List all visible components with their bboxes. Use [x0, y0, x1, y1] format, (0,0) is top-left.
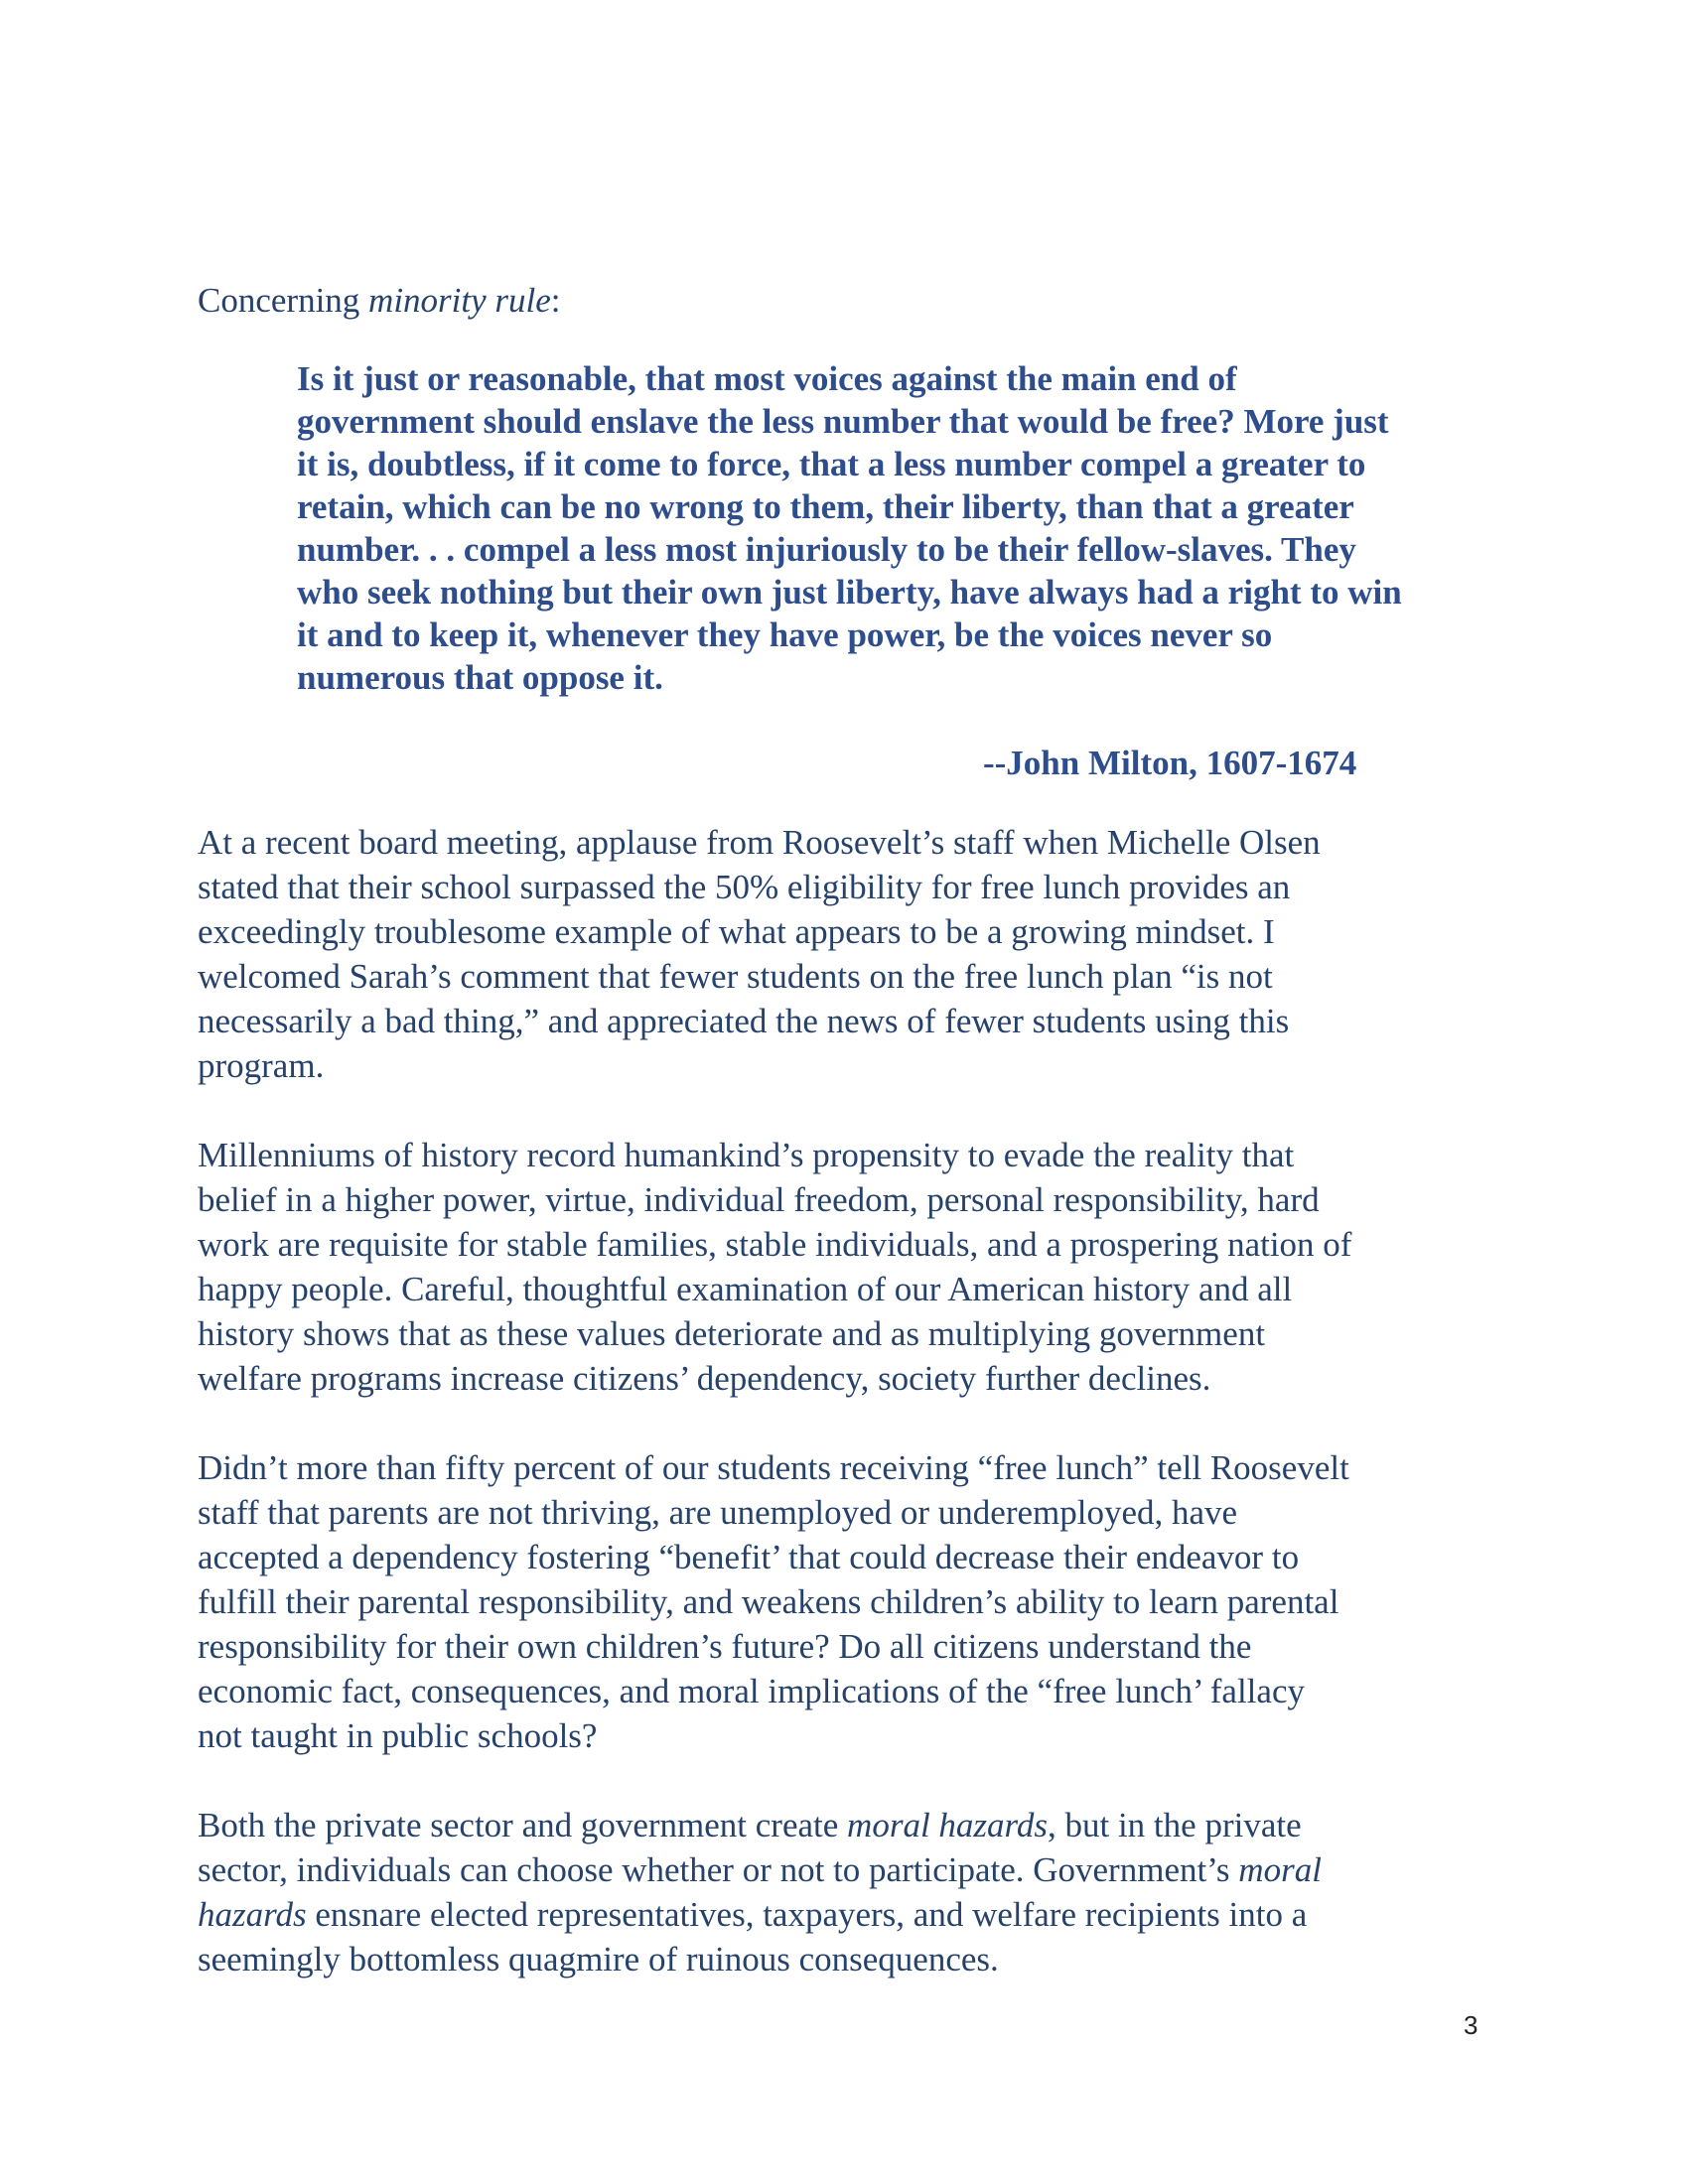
paragraph-line: necessarily a bad thing,” and appreciated the news of fewer students using this: [198, 1002, 1290, 1040]
quote-line: Is it just or reasonable, that most voices against the main end of: [297, 359, 1237, 398]
paragraph-line: [198, 1803, 1498, 1847]
paragraph-free-lunch: [198, 1445, 1498, 1758]
paragraph-line: work are requisite for stable families, stable individuals, and a prospering nation of: [198, 1225, 1352, 1264]
quote-line: it and to keep it, whenever they have power, be the voices never so: [297, 615, 1273, 654]
quote-line: government should enslave the less number that would be free? More just: [297, 402, 1389, 441]
text-run: ensnare elected representatives, taxpayers, and welfare recipients into a: [306, 1895, 1308, 1934]
paragraph-line: accepted a dependency fostering “benefit’ that could decrease their endeavor to: [198, 1538, 1300, 1576]
paragraph-line: stated that their school surpassed the 50% eligibility for free lunch provides an: [198, 868, 1291, 906]
intro-prefix: Concerning: [198, 281, 369, 320]
quote-line: who seek nothing but their own just liberty, have always had a right to win: [297, 573, 1402, 612]
paragraph-line: history shows that as these values deteriorate and as multiplying government: [198, 1314, 1266, 1353]
paragraph-line: happy people. Careful, thoughtful examination of our American history and all: [198, 1270, 1293, 1308]
page-number: 3: [1464, 2010, 1478, 2040]
text-run: Both the private sector and government create: [198, 1806, 848, 1844]
paragraph-line: [198, 1892, 1498, 1937]
paragraph-moral-hazards: [198, 1803, 1498, 1981]
paragraph-line: staff that parents are not thriving, are unemployed or underemployed, have: [198, 1493, 1238, 1532]
block-quote: [297, 357, 1493, 699]
paragraph-board-meeting: [198, 820, 1498, 1088]
paragraph-line: welcomed Sarah’s comment that fewer students on the free lunch plan “is not: [198, 957, 1273, 996]
paragraph-history: [198, 1133, 1498, 1401]
quote-line: retain, which can be no wrong to them, their liberty, than that a greater: [297, 487, 1354, 526]
emphasis-run: moral: [1238, 1850, 1322, 1889]
paragraph-line: not taught in public schools?: [198, 1716, 598, 1755]
intro-emphasis: minority rule: [368, 281, 551, 320]
emphasis-run: hazards: [198, 1895, 307, 1934]
paragraph-line: program.: [198, 1046, 325, 1085]
quote-line: number. . . compel a less most injuriously to be their fellow-slaves. They: [297, 530, 1356, 569]
paragraph-line: belief in a higher power, virtue, individual freedom, personal responsibility, hard: [198, 1180, 1320, 1219]
text-run: , but in the private: [1047, 1806, 1302, 1844]
emphasis-run: moral hazards: [847, 1806, 1048, 1844]
paragraph-line: fulfill their parental responsibility, and weakens children’s ability to learn parental: [198, 1582, 1339, 1621]
quote-line: it is, doubtless, if it come to force, that a less number compel a greater to: [297, 445, 1366, 483]
paragraph-line: Millenniums of history record humankind’s propensity to evade the reality that: [198, 1136, 1295, 1174]
paragraph-line: Didn’t more than fifty percent of our students receiving “free lunch” tell Roosevelt: [198, 1448, 1349, 1487]
quote-attribution: --John Milton, 1607-1674: [983, 744, 1357, 782]
paragraph-line: economic fact, consequences, and moral implications of the “free lunch’ fallacy: [198, 1672, 1305, 1710]
paragraph-line: welfare programs increase citizens’ dependency, society further declines.: [198, 1359, 1211, 1398]
intro-suffix: :: [550, 281, 561, 320]
paragraph-line: seemingly bottomless quagmire of ruinous consequences.: [198, 1940, 999, 1979]
intro-line: [198, 278, 1488, 323]
paragraph-line: [198, 1847, 1498, 1892]
text-run: sector, individuals can choose whether or not to participate. Government’s: [198, 1850, 1239, 1889]
paragraph-line: At a recent board meeting, applause from Roosevelt’s staff when Michelle Olsen: [198, 823, 1321, 862]
paragraph-line: responsibility for their own children’s future? Do all citizens understand the: [198, 1627, 1252, 1666]
quote-line: numerous that oppose it.: [297, 658, 663, 697]
paragraph-line: exceedingly troublesome example of what appears to be a growing mindset. I: [198, 912, 1275, 951]
